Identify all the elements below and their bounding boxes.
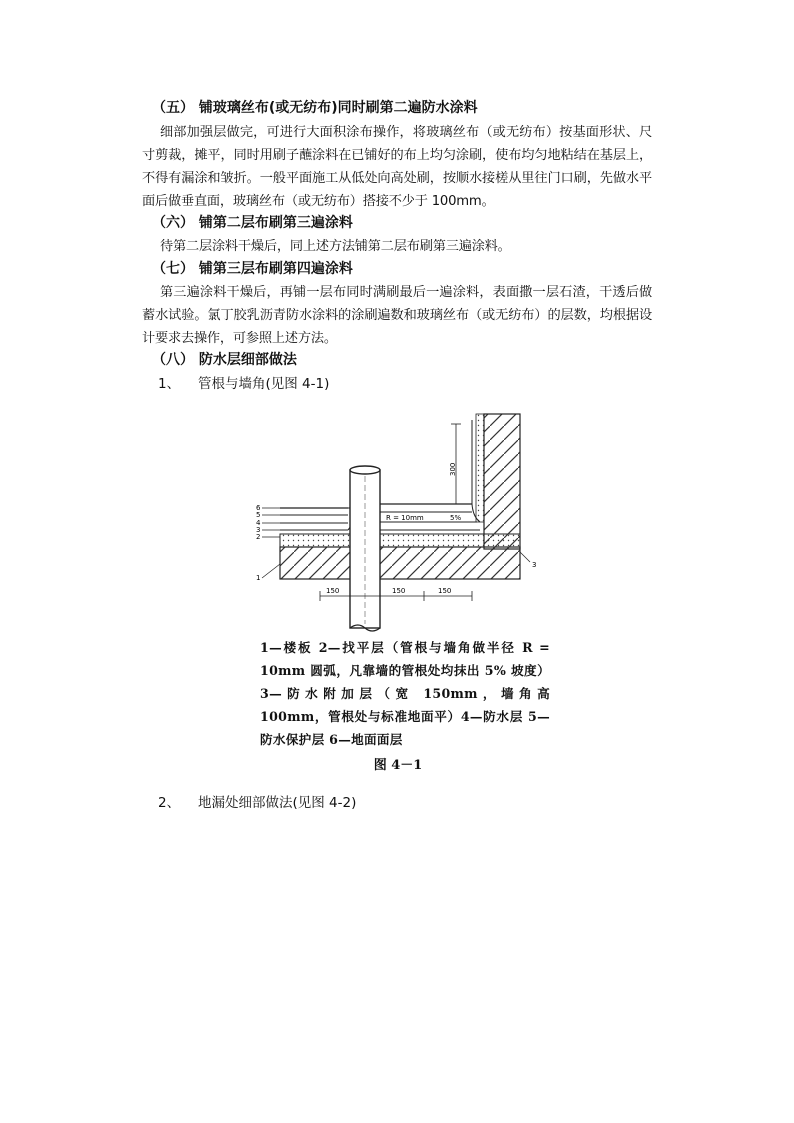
dim-150-middle: 150 (392, 587, 406, 595)
dim-150-left: 150 (326, 587, 340, 595)
section-7-heading: （七） 铺第三层布刷第四遍涂料 (152, 261, 353, 277)
figure-4-1 (252, 384, 550, 774)
floor-slab (280, 547, 520, 579)
pipe-wall-detail-diagram (252, 384, 544, 634)
radius-label: R = 10mm (386, 514, 424, 522)
dim-150-right: 150 (438, 587, 452, 595)
layer-label-2: 2 (256, 533, 261, 541)
layer-label-5: 5 (256, 511, 261, 519)
section-5-heading: （五） 铺玻璃丝布(或无纺布)同时刷第二遍防水涂料 (152, 100, 478, 116)
section-8-heading: （八） 防水层细部做法 (152, 352, 297, 368)
figure-label: 图 4－1 (373, 758, 423, 773)
dim-300-label: 300 (449, 462, 457, 476)
layer-label-6: 6 (256, 504, 261, 512)
wall (484, 414, 520, 549)
layer-label-3: 3 (256, 526, 261, 534)
section-7-body: 第三遍涂料干燥后，再铺一层布同时满刷最后一遍涂料，表面撒一层石渣，干透后做蓄水试验。氯丁胶乳沥青防水涂料的涂刷遍数和玻璃丝布（或无纺布）的层数，均根据设计要求去操作，可参照上述方法。 (142, 285, 652, 346)
list-item-text: 地漏处细部做法(见图 4-2) (198, 795, 357, 811)
slope-label: 5% (450, 514, 462, 522)
figure-caption: 1—楼板 2—找平层（管根与墙角做半径 R = 10mm 圆弧，凡靠墙的管根处均抹出 5% 坡度）3—防水附加层（宽 150mm，墙角高 100mm，管根处与标准地面平）4—防水层 5—防水保护层 6—地面面层 (260, 640, 550, 747)
list-item-text: 管根与墙角(见图 4-1) (198, 376, 330, 392)
layer-label-4: 4 (256, 519, 261, 527)
section-6-heading: （六） 铺第二层布刷第三遍涂料 (152, 215, 353, 231)
layer-label-1: 1 (256, 574, 261, 582)
list-item-number: 1、 (158, 376, 181, 392)
right-layer-label-3: 3 (532, 561, 537, 569)
section-5-body: 细部加强层做完，可进行大面积涂布操作，将玻璃丝布（或无纺布）按基面形状、尺寸剪裁，摊平，同时用刷子蘸涂料在已铺好的布上均匀涂刷，使布均匀地粘结在基层上，不得有漏涂和皱折。一般平面施工从低处向高处刷，按顺水接槎从里往门口刷，先做水平面后做垂直面，玻璃丝布（或无纺布）搭接不少于 100mm。 (142, 125, 652, 209)
section-6-body: 待第二层涂料干燥后，同上述方法铺第二层布刷第三遍涂料。 (160, 239, 511, 254)
list-item-number: 2、 (158, 795, 181, 811)
list-item-floor-drain (158, 793, 356, 813)
